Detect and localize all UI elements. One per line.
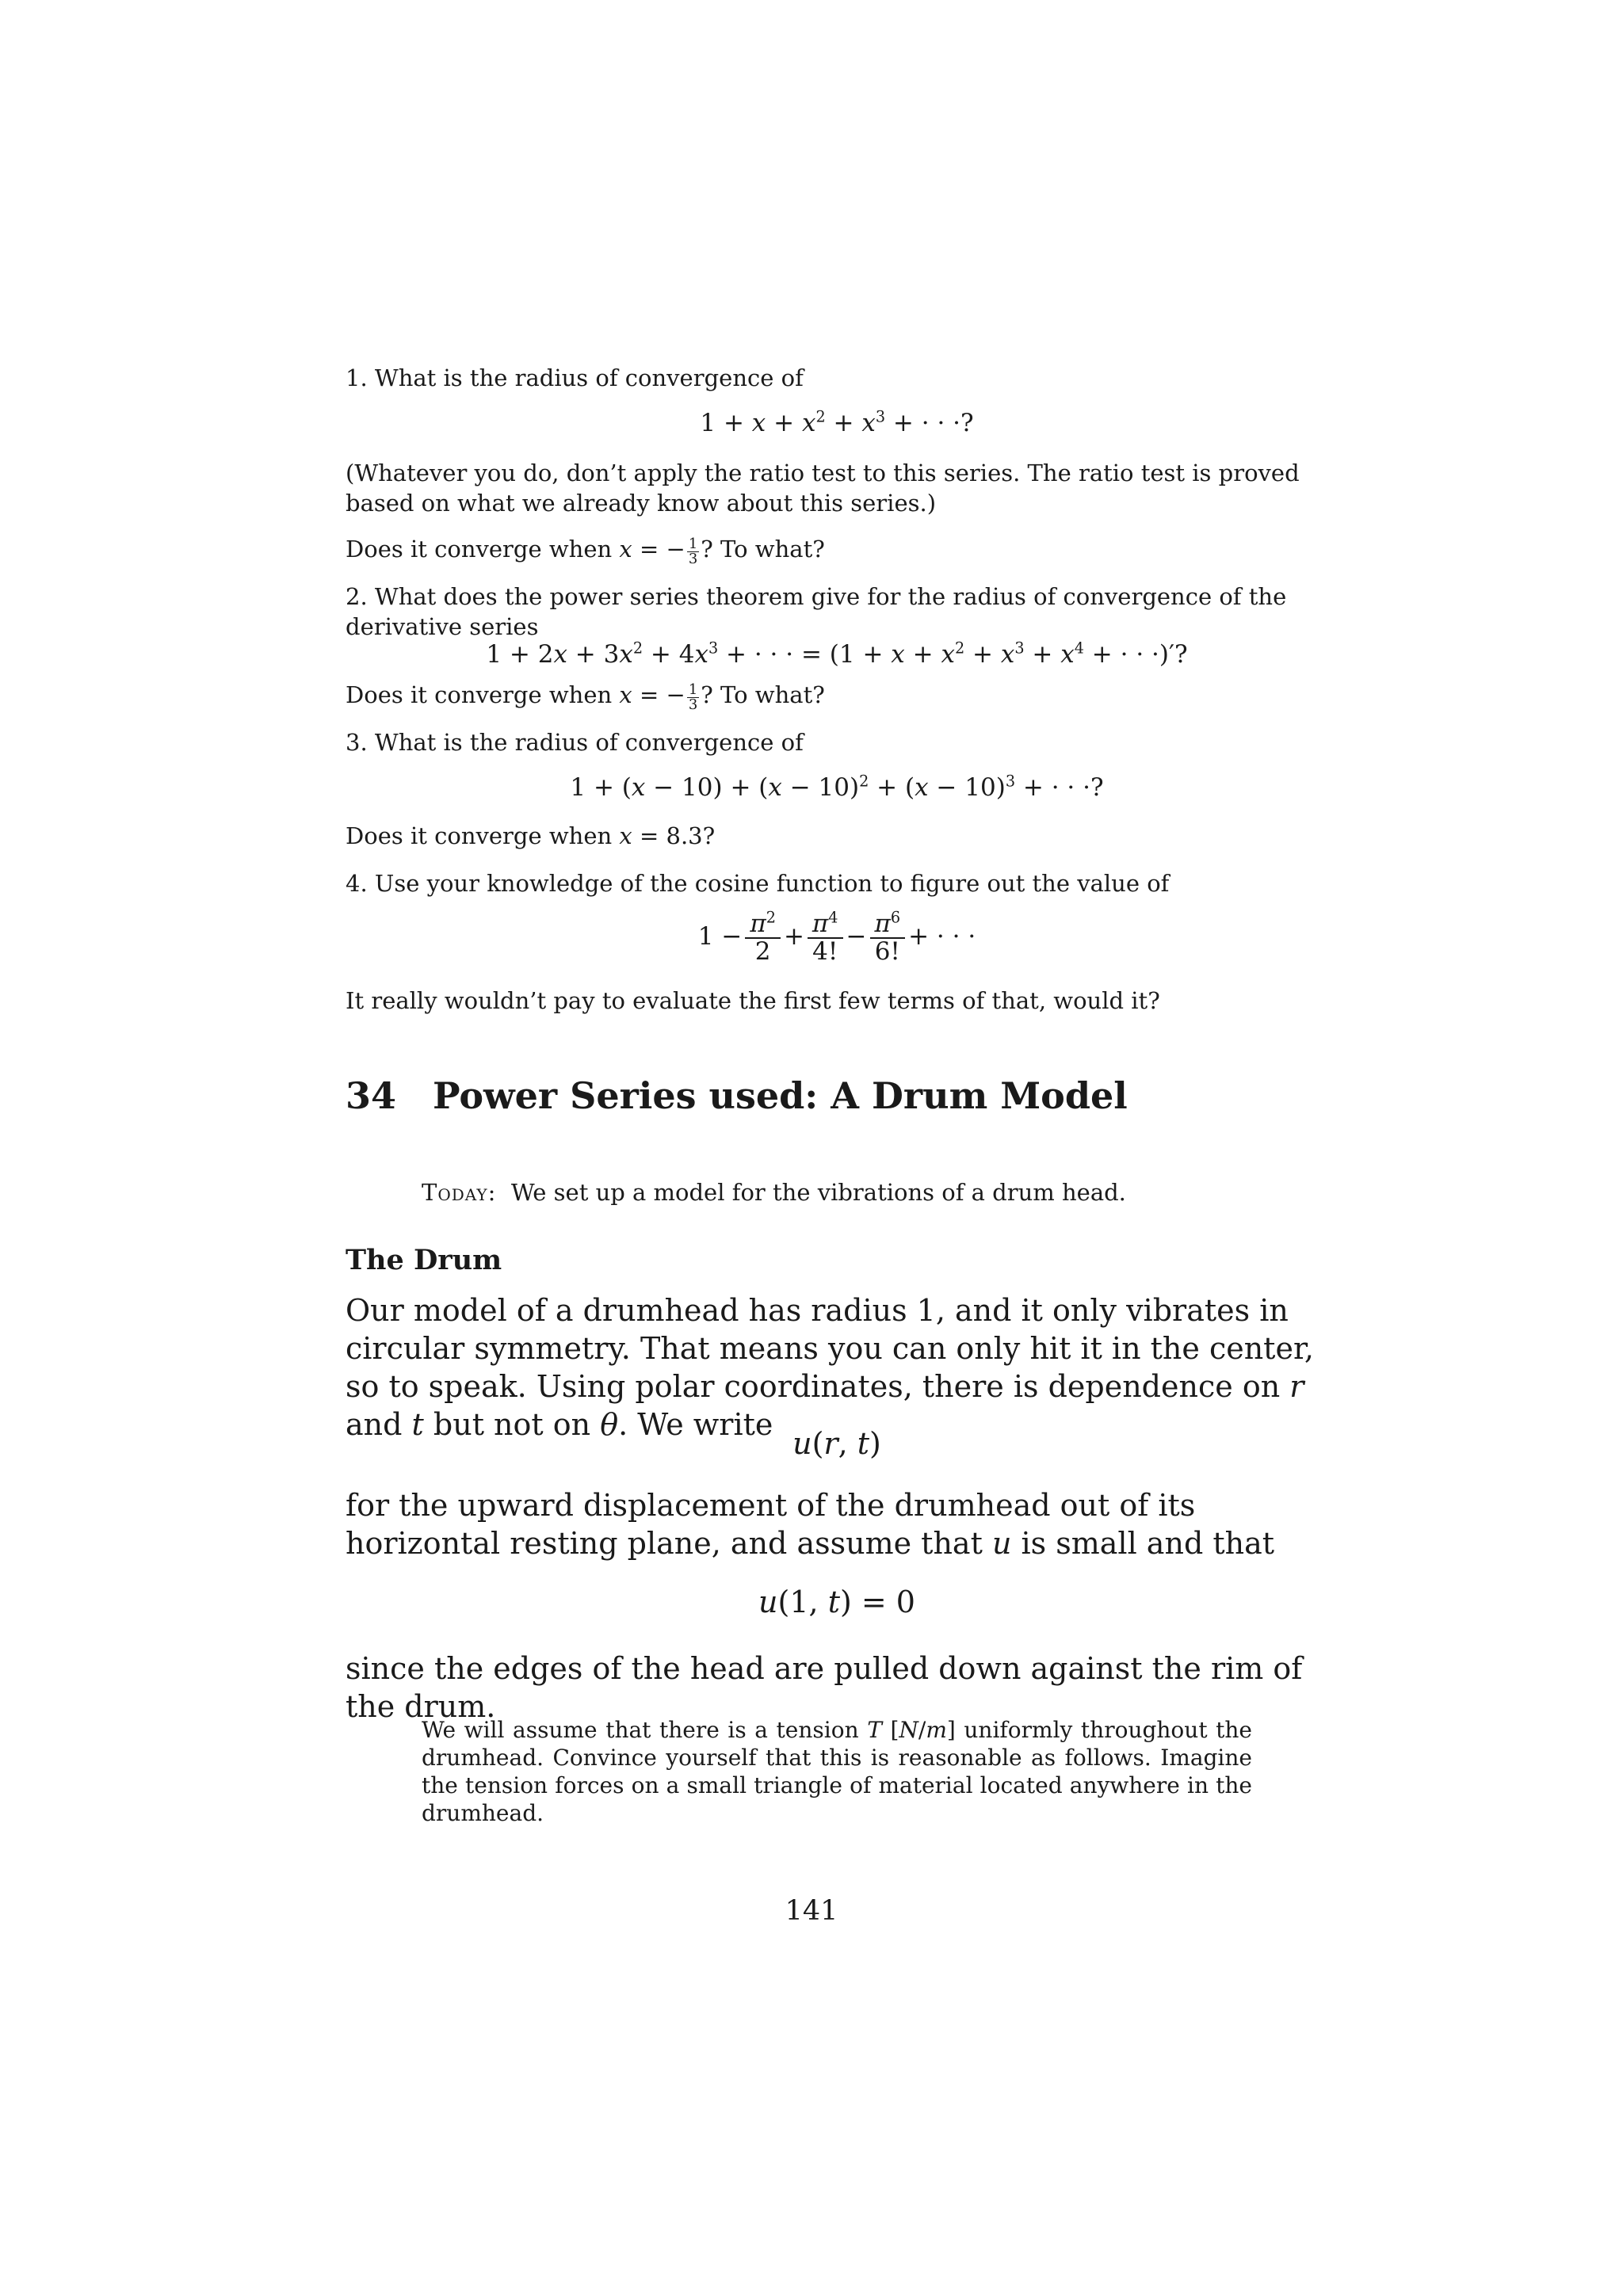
today-line	[422, 1179, 1126, 1206]
exercise-2-intro: 2. What does the power series theorem give for the radius of convergence of the derivative series	[346, 583, 1287, 640]
exercise-3-series: $1 + (x - 10) + (x - 10)^2 + (x - 10)^3$ + · · ·?	[570, 772, 1104, 802]
section-number: 34	[346, 1074, 397, 1117]
drum-paragraph-2: for the upward displacement of the drumhead out of its horizontal resting plane, and assume that u is small and that	[346, 1488, 1275, 1561]
exercise-4-series: 1 − $\frac{\pi^2}{2}$ + $\frac{\pi^4}{4!}$ − $\frac{\pi^6}{6!}$ + · · ·	[697, 908, 976, 966]
exercise-2-followup: Does it converge when x = − $\frac{1}{3}$ ? To what?	[346, 681, 825, 714]
exercise-1-series: $1 + x + x^2 + x^3$ + · · ·?	[700, 407, 974, 437]
drum-note: We will assume that there is a tension T [N/m] uniformly throughout the drumhead. Convince yourself that this is reasonable as follows. Imagine the tension forces on a small triangle of material located anywhere in the drumhead.	[422, 1717, 1252, 1826]
exercise-3-followup: Does it converge when x = 8.3?	[346, 822, 716, 849]
exercise-1-comment: (Whatever you do, don’t apply the ratio test to this series. The ratio test is proved based on what we already know about this series.)	[346, 460, 1300, 517]
today-text: We set up a model for the vibrations of a drum head.	[510, 1179, 1126, 1206]
drum-equation-1: u(r, t)	[792, 1426, 881, 1461]
subsection-heading: The Drum	[346, 1244, 502, 1276]
drum-paragraph-3: since the edges of the head are pulled down against the rim of the drum.	[346, 1651, 1303, 1724]
drum-equation-2: u(1, t) = 0	[758, 1585, 915, 1619]
exercise-2-series: $1 + 2x + 3x^2 + 4x^3$ + · · · = ($1 + x + x^2 + x^3 + x^4$ + · · ·)′?	[486, 639, 1188, 669]
exercise-3-intro: 3. What is the radius of convergence of	[346, 729, 804, 756]
drum-paragraph-1: Our model of a drumhead has radius 1, and it only vibrates in circular symmetry. That means you can only hit it in the center, so to speak. Using polar coordinates, there is dependence on r and t but not on θ. We write	[346, 1293, 1315, 1442]
exercise-1-intro: 1. What is the radius of convergence of	[346, 364, 804, 391]
section-title: Power Series used: A Drum Model	[433, 1074, 1128, 1117]
exercise-1-followup: Does it converge when x = − $\frac{1}{3}$ ? To what?	[346, 536, 825, 568]
page-number: 141	[785, 1895, 838, 1927]
exercise-4-followup: It really wouldn’t pay to evaluate the first few terms of that, would it?	[346, 987, 1160, 1014]
section-heading	[346, 1074, 1128, 1117]
exercise-4-intro: 4. Use your knowledge of the cosine function to figure out the value of	[346, 870, 1170, 897]
today-label: Today:	[422, 1179, 497, 1206]
